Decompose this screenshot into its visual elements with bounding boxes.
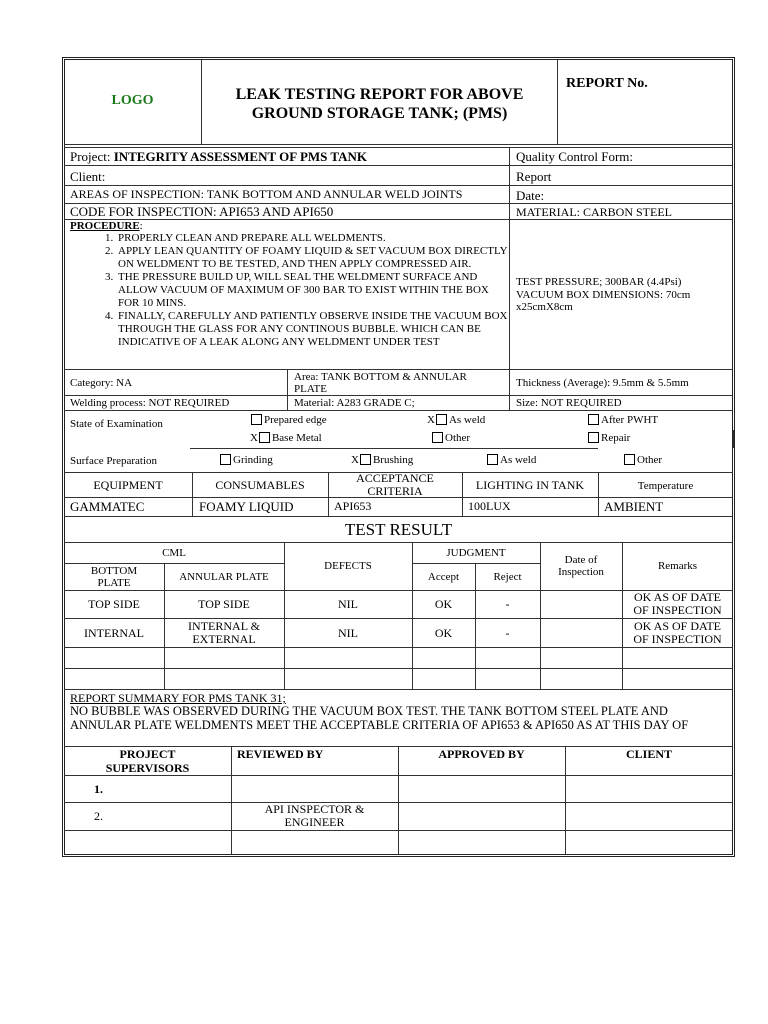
- procedure-section: PROCEDURE: 1. PROPERLY CLEAN AND PREPARE ALL WELDMENTS. 2. APPLY LEAN QUANTITY OF FOAMY LIQUID & SET VACUUM BOX DIRECTLY ON WELDMENT TO BE TESTED, AND THEN APPLY COMPRESSED AIR. 3. THE PRESSURE BUILD UP, WILL SEAL THE WELDMENT SURFACE AND ALLOW VACUUM OF MAXIMUM OF 300 BAR TO EXIST WITHIN THE BOX FOR 10 MINS. 4. FINALLY, CAREFULLY AND PATIENTLY OBSERVE INSIDE THE VACUUM BOX THROUGH THE GLASS FOR ANY CONTINOUS BUBBLE. WHICH CAN BE INDICATIVE OF A LEAK ALONG ANY WELDMENT UNDER TEST: [70, 220, 508, 349]
- prepared-edge-option[interactable]: Prepared edge: [251, 414, 327, 426]
- annular-plate-header: ANNULAR PLATE: [179, 571, 269, 583]
- procedure-step: 1. PROPERLY CLEAN AND PREPARE ALL WELDMENTS.: [116, 232, 508, 245]
- client-header: CLIENT: [625, 747, 672, 761]
- brushing-option[interactable]: X Brushing: [351, 454, 414, 466]
- equipment-header: EQUIPMENT: [93, 478, 163, 492]
- row2-annular-plate-cont: EXTERNAL: [192, 632, 256, 646]
- row1-accept: OK: [434, 597, 453, 611]
- client-field: Client:: [70, 169, 106, 184]
- cml-header: CML: [162, 547, 186, 559]
- vacuum-box-dimensions-cont: x25cmX8cm: [516, 301, 573, 313]
- report-title-line1: LEAK TESTING REPORT FOR ABOVE: [235, 86, 524, 103]
- procedure-step: 2. APPLY LEAN QUANTITY OF FOAMY LIQUID & SET VACUUM BOX DIRECTLY ON WELDMENT TO BE TESTED, AND THEN APPLY COMPRESSED AIR.: [116, 245, 508, 271]
- acceptance-criteria-header-cont: CRITERIA: [367, 484, 423, 498]
- remarks-header: Remarks: [657, 560, 698, 572]
- lighting-value: 100LUX: [468, 499, 511, 513]
- other-option[interactable]: Other: [432, 432, 470, 444]
- row2-accept: OK: [434, 626, 453, 640]
- prepared-edge-checkbox[interactable]: [251, 414, 262, 425]
- surface-as-weld-option[interactable]: As weld: [487, 454, 536, 466]
- row2-defects: NIL: [338, 626, 358, 640]
- row1-bottom-plate: TOP SIDE: [88, 597, 140, 611]
- row2-remarks-cont: OF INSPECTION: [633, 632, 722, 646]
- size-field: Size: NOT REQUIRED: [516, 397, 622, 409]
- reviewed-by-header: REVIEWED BY: [237, 747, 324, 761]
- api-inspector-cont: ENGINEER: [284, 815, 345, 829]
- logo: LOGO: [111, 93, 154, 108]
- repair-checkbox[interactable]: [588, 432, 599, 443]
- consumables-value: FOAMY LIQUID: [199, 499, 294, 514]
- row1-reject: -: [505, 597, 510, 611]
- row2-remarks: OK AS OF DATE: [633, 619, 721, 633]
- material-field: MATERIAL: CARBON STEEL: [516, 205, 672, 219]
- areas-of-inspection: AREAS OF INSPECTION: TANK BOTTOM AND ANNULAR WELD JOINTS: [70, 187, 463, 201]
- row2-bottom-plate: INTERNAL: [84, 626, 144, 640]
- grinding-checkbox[interactable]: [220, 454, 231, 465]
- surface-other-checkbox[interactable]: [624, 454, 635, 465]
- after-pwht-checkbox[interactable]: [588, 414, 599, 425]
- reject-header: Reject: [493, 571, 522, 583]
- report-number-label: REPORT No.: [566, 76, 648, 91]
- welding-process-field: Welding process: NOT REQUIRED: [70, 397, 230, 409]
- quality-control-form: Quality Control Form:: [516, 149, 633, 164]
- date-field: Date:: [516, 188, 545, 203]
- material-grade-field: Material: A283 GRADE C;: [294, 397, 415, 409]
- signoff-row-1: 1.: [94, 782, 103, 796]
- procedure-steps: [70, 232, 508, 349]
- surface-as-weld-checkbox[interactable]: [487, 454, 498, 465]
- test-pressure: TEST PRESSURE; 300BAR (4.4Psi): [516, 276, 682, 288]
- accept-header: Accept: [427, 571, 460, 583]
- temperature-header: Temperature: [637, 480, 694, 492]
- area-field: Area: TANK BOTTOM & ANNULAR: [294, 371, 467, 383]
- category-field: Category: NA: [70, 377, 133, 389]
- after-pwht-option[interactable]: After PWHT: [588, 414, 658, 426]
- row1-remarks: OK AS OF DATE: [633, 590, 721, 604]
- bottom-plate-header-cont: PLATE: [97, 577, 131, 589]
- area-field-cont: PLATE: [294, 383, 327, 395]
- signoff-row-2: 2.: [94, 809, 103, 823]
- project-supervisors-header: PROJECT: [119, 747, 176, 761]
- date-of-inspection-header: Date of: [564, 554, 598, 566]
- equipment-value: GAMMATEC: [70, 499, 145, 514]
- base-metal-checkbox[interactable]: [259, 432, 270, 443]
- defects-header: DEFECTS: [324, 560, 372, 572]
- thickness-field: Thickness (Average): 9.5mm & 5.5mm: [516, 377, 689, 389]
- grinding-option[interactable]: Grinding: [220, 454, 273, 466]
- judgment-header: JUDGMENT: [446, 547, 506, 559]
- report-title-line2: GROUND STORAGE TANK; (PMS): [251, 105, 508, 122]
- acceptance-criteria-header: ACCEPTANCE: [356, 471, 434, 485]
- api-inspector: API INSPECTOR &: [264, 802, 365, 816]
- acceptance-criteria-value: API653: [334, 499, 372, 513]
- approved-by-header: APPROVED BY: [438, 747, 525, 761]
- row1-annular-plate: TOP SIDE: [198, 597, 250, 611]
- test-result-title: TEST RESULT: [344, 520, 453, 539]
- surface-preparation-label: Surface Preparation: [70, 455, 158, 467]
- report-field: Report: [516, 169, 552, 184]
- summary-line1: NO BUBBLE WAS OBSERVED DURING THE VACUUM BOX TEST. THE TANK BOTTOM STEEL PLATE AND: [70, 704, 668, 718]
- procedure-heading: PROCEDURE: [70, 220, 140, 232]
- bottom-plate-header: BOTTOM: [90, 565, 138, 577]
- lighting-header: LIGHTING IN TANK: [475, 478, 585, 492]
- state-of-examination-label: State of Examination: [70, 418, 163, 430]
- row2-reject: -: [505, 626, 510, 640]
- base-metal-option[interactable]: X Base Metal: [250, 432, 322, 444]
- row1-remarks-cont: OF INSPECTION: [633, 603, 722, 617]
- row1-defects: NIL: [338, 597, 358, 611]
- other-checkbox[interactable]: [432, 432, 443, 443]
- consumables-header: CONSUMABLES: [215, 478, 305, 492]
- procedure-step: 4. FINALLY, CAREFULLY AND PATIENTLY OBSERVE INSIDE THE VACUUM BOX THROUGH THE GLASS FOR ANY CONTINOUS BUBBLE. WHICH CAN BE INDICATIVE OF A LEAK ALONG ANY WELDMENT UNDER TEST: [116, 310, 508, 349]
- temperature-value: AMBIENT: [604, 499, 664, 514]
- procedure-step: 3. THE PRESSURE BUILD UP, WILL SEAL THE WELDMENT SURFACE AND ALLOW VACUUM OF MAXIMUM OF 300 BAR TO EXIST WITHIN THE BOX FOR 10 MINS.: [116, 271, 508, 310]
- as-weld-option[interactable]: X As weld: [427, 414, 486, 426]
- row2-annular-plate: INTERNAL &: [188, 619, 260, 633]
- surface-other-option[interactable]: Other: [624, 454, 662, 466]
- code-for-inspection: CODE FOR INSPECTION: API653 AND API650: [70, 204, 334, 219]
- summary-line2: ANNULAR PLATE WELDMENTS MEET THE ACCEPTABLE CRITERIA OF API653 & API650 AS AT THIS DAY OF: [70, 718, 689, 732]
- as-weld-checkbox[interactable]: [436, 414, 447, 425]
- date-of-inspection-header-cont: Inspection: [558, 566, 604, 578]
- vacuum-box-dimensions: VACUUM BOX DIMENSIONS: 70cm: [516, 289, 691, 301]
- project-supervisors-header-cont: SUPERVISORS: [105, 761, 190, 775]
- summary-heading: REPORT SUMMARY FOR PMS TANK 31;: [70, 691, 286, 705]
- project-field: Project: INTEGRITY ASSESSMENT OF PMS TANK: [70, 149, 368, 164]
- brushing-checkbox[interactable]: [360, 454, 371, 465]
- repair-option[interactable]: Repair: [588, 432, 630, 444]
